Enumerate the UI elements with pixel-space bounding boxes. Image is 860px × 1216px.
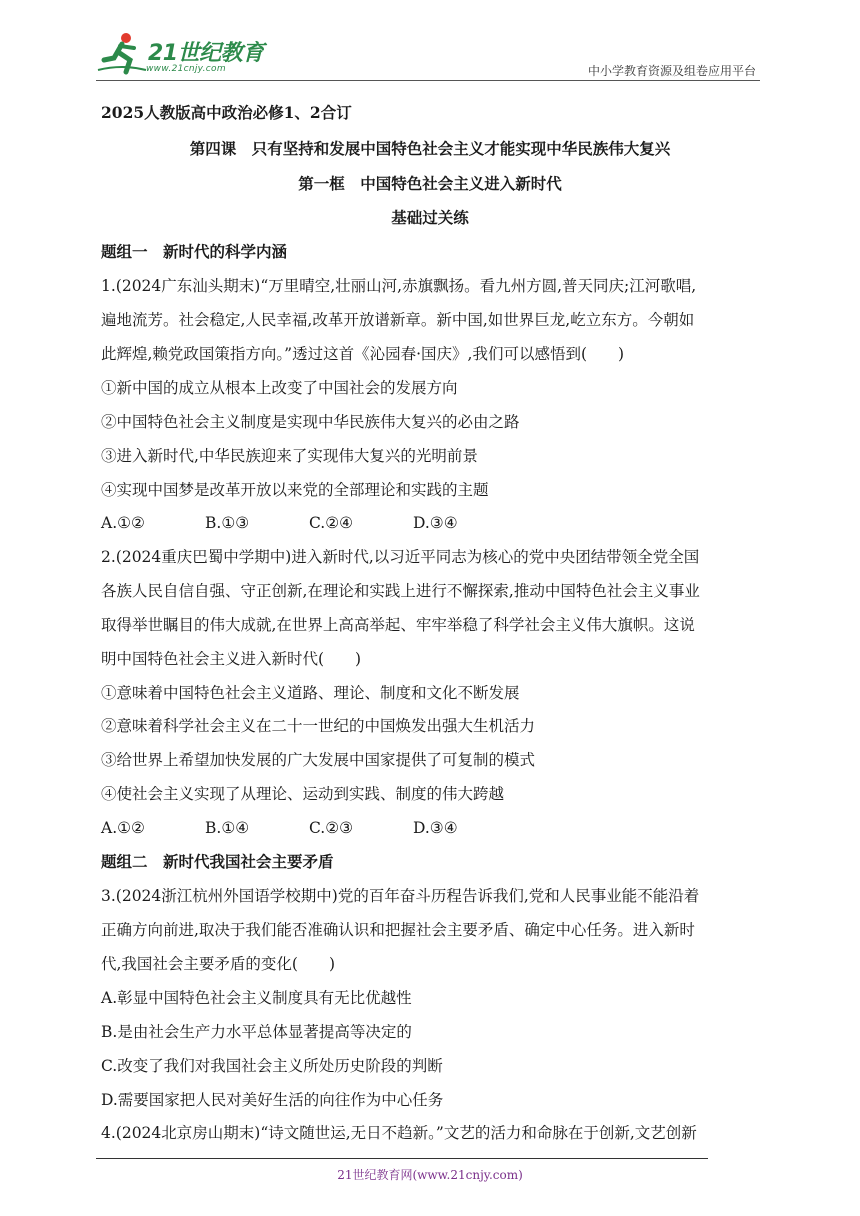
question-line: 取得举世瞩目的伟大成就,在世界上高高举起、牢牢举稳了科学社会主义伟大旗帜。这说	[101, 616, 695, 634]
option-d: D.③④	[413, 819, 458, 837]
answer-options	[101, 513, 517, 533]
section-title: 基础过关练	[391, 208, 469, 227]
question-line: 明中国特色社会主义进入新时代( )	[101, 650, 362, 668]
choice-item: B.是由社会生产力水平总体显著提高等决定的	[101, 1023, 412, 1041]
question-line: 2.(2024重庆巴蜀中学期中)进入新时代,以习近平同志为核心的党中央团结带领全党全国	[101, 548, 700, 566]
lesson-title: 第四课 只有坚持和发展中国特色社会主义才能实现中华民族伟大复兴	[189, 139, 671, 158]
statement-item: ③给世界上希望加快发展的广大发展中国家提供了可复制的模式	[101, 751, 536, 769]
footer-link[interactable]: 21世纪教育网(www.21cnjy.com)	[337, 1168, 523, 1182]
choice-item: C.改变了我们对我国社会主义所处历史阶段的判断	[101, 1057, 443, 1075]
answer-options	[101, 818, 517, 838]
platform-label: 中小学教育资源及组卷应用平台	[587, 64, 756, 78]
question-line: 1.(2024广东汕头期末)“万里晴空,壮丽山河,赤旗飘扬。看九州方圆,普天同庆;江河歌唱,	[101, 277, 697, 295]
option-b: B.①③	[205, 514, 250, 532]
statement-item: ③进入新时代,中华民族迎来了实现伟大复兴的光明前景	[101, 447, 478, 465]
statement-item: ①意味着中国特色社会主义道路、理论、制度和文化不断发展	[101, 684, 520, 702]
question-line: 正确方向前进,取决于我们能否准确认识和把握社会主要矛盾、确定中心任务。进入新时	[101, 921, 695, 939]
group-title: 题组二 新时代我国社会主要矛盾	[101, 852, 334, 871]
choice-item: D.需要国家把人民对美好生活的向往作为中心任务	[101, 1091, 444, 1109]
logo	[96, 30, 266, 80]
question-line: 4.(2024北京房山期末)“诗文随世运,无日不趋新。”文艺的活力和命脉在于创新,文艺创新	[101, 1124, 697, 1142]
question-line: 3.(2024浙江杭州外国语学校期中)党的百年奋斗历程告诉我们,党和人民事业能不能沿着	[101, 887, 700, 905]
statement-item: ②意味着科学社会主义在二十一世纪的中国焕发出强大生机活力	[101, 717, 536, 735]
group-title: 题组一 新时代的科学内涵	[101, 242, 288, 261]
logo-text: 21世纪教育	[148, 41, 264, 66]
option-a: A.①②	[101, 514, 145, 532]
option-b: B.①④	[205, 819, 250, 837]
option-c: C.②④	[309, 514, 354, 532]
logo-url: www.21cnjy.com	[146, 64, 226, 74]
option-a: A.①②	[101, 819, 145, 837]
book-title: 2025人教版高中政治必修1、2合订	[101, 103, 352, 122]
question-line: 各族人民自信自强、守正创新,在理论和实践上进行不懈探索,推动中国特色社会主义事业	[101, 582, 700, 600]
statement-item: ②中国特色社会主义制度是实现中华民族伟大复兴的必由之路	[101, 413, 520, 431]
statement-item: ④实现中国梦是改革开放以来党的全部理论和实践的主题	[101, 481, 489, 499]
option-d: D.③④	[413, 514, 458, 532]
option-c: C.②③	[309, 819, 354, 837]
question-line: 代,我国社会主要矛盾的变化( )	[101, 955, 336, 973]
header-divider	[96, 80, 760, 81]
footer-divider	[96, 1158, 708, 1159]
statement-item: ④使社会主义实现了从理论、运动到实践、制度的伟大跨越	[101, 785, 505, 803]
question-line: 遍地流芳。社会稳定,人民幸福,改革开放谱新章。新中国,如世界巨龙,屹立东方。今朝如	[101, 311, 695, 329]
frame-title: 第一框 中国特色社会主义进入新时代	[298, 174, 562, 193]
page-header	[96, 30, 760, 82]
statement-item: ①新中国的成立从根本上改变了中国社会的发展方向	[101, 379, 458, 397]
runner-logo-icon	[96, 30, 148, 76]
question-line: 此辉煌,赖党政国策指方向。”透过这首《沁园春·国庆》,我们可以感悟到( )	[101, 345, 625, 363]
choice-item: A.彰显中国特色社会主义制度具有无比优越性	[101, 989, 412, 1007]
